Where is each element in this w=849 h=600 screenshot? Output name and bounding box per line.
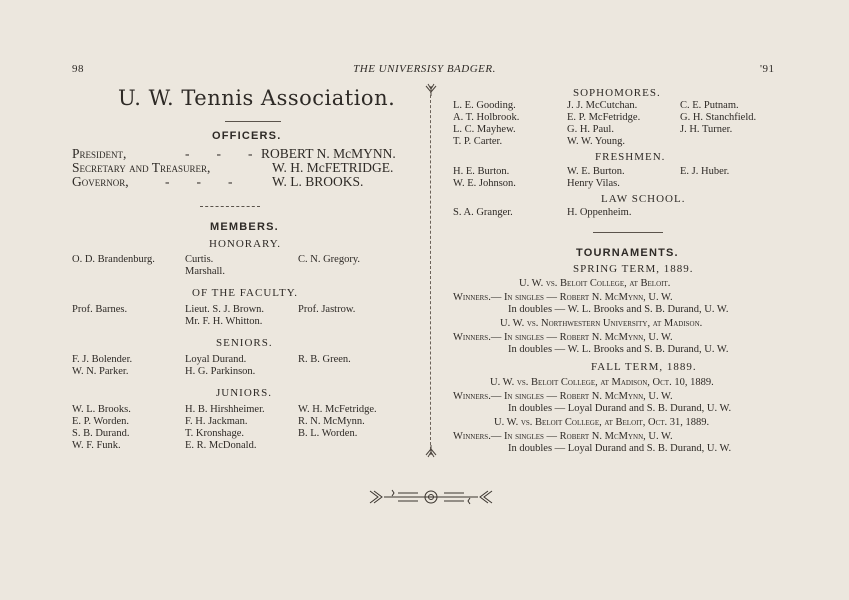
spring-term-heading: SPRING TERM, 1889. — [573, 263, 694, 275]
officer-name: W. L. BROOKS. — [272, 174, 364, 189]
officer-name: W. H. McFETRIDGE. — [272, 160, 394, 175]
officer-name: ROBERT N. McMYNN. — [261, 146, 396, 161]
member-name: S. B. Durand. — [72, 428, 130, 439]
member-name: G. H. Stanchfield. — [680, 112, 757, 123]
match-title: U. W. vs. Beloit College, at Beloit, Oct. 31, 1889. — [494, 417, 710, 428]
member-name: W. N. Parker. — [72, 366, 129, 377]
member-name: H. B. Hirshheimer. — [185, 404, 265, 415]
members-heading: MEMBERS. — [210, 221, 279, 233]
title-rule — [225, 121, 281, 122]
match-title: U. W. vs. Northwestern University, at Madison. — [500, 318, 703, 329]
officer-dashes: - - - — [165, 174, 233, 189]
member-name: B. L. Worden. — [298, 428, 358, 439]
member-name: Curtis. — [185, 254, 214, 265]
officer-role: Secretary and Treasurer, — [72, 160, 211, 175]
match-winners: In doubles — W. L. Brooks and S. B. Durand, U. W. — [508, 304, 729, 315]
member-name: O. D. Brandenburg. — [72, 254, 155, 265]
match-winners: Winners.— In singles — Robert N. McMynn, U. W. — [453, 431, 673, 442]
member-name: G. H. Paul. — [567, 124, 614, 135]
member-name: Prof. Jastrow. — [298, 304, 356, 315]
sophomores-heading: SOPHOMORES. — [573, 87, 661, 99]
member-name: W. W. Young. — [567, 136, 625, 147]
member-name: W. E. Burton. — [567, 166, 625, 177]
member-name: E. J. Huber. — [680, 166, 730, 177]
law-rule — [593, 232, 663, 233]
column-divider — [430, 90, 431, 450]
match-winners: In doubles — W. L. Brooks and S. B. Durand, U. W. — [508, 344, 729, 355]
bottom-ornament — [368, 486, 494, 508]
fall-term-heading: FALL TERM, 1889. — [591, 361, 697, 373]
divider-bottom-ornament — [423, 443, 439, 459]
member-name: W. L. Brooks. — [72, 404, 131, 415]
divider-top-ornament — [423, 82, 439, 98]
officers-heading: OFFICERS. — [212, 130, 282, 142]
member-name: R. B. Green. — [298, 354, 351, 365]
tournaments-heading: TOURNAMENTS. — [576, 247, 679, 259]
member-name: L. C. Mayhew. — [453, 124, 516, 135]
officers-rule — [200, 206, 260, 207]
freshmen-heading: FRESHMEN. — [595, 151, 666, 163]
match-winners: In doubles — Loyal Durand and S. B. Durand, U. W. — [508, 403, 732, 414]
member-name: F. H. Jackman. — [185, 416, 248, 427]
member-name: L. E. Gooding. — [453, 100, 516, 111]
member-name: C. N. Gregory. — [298, 254, 361, 265]
match-winners: Winners.— In singles — Robert N. McMynn, U. W. — [453, 391, 673, 402]
member-name: Loyal Durand. — [185, 354, 247, 365]
faculty-heading: OF THE FACULTY. — [192, 287, 298, 299]
match-title: U. W. vs. Beloit College, at Madison, Oct. 10, 1889. — [490, 377, 714, 388]
member-name: Mr. F. H. Whitton. — [185, 316, 263, 327]
seniors-heading: SENIORS. — [216, 337, 273, 349]
juniors-heading: JUNIORS. — [216, 387, 272, 399]
member-name: H. Oppenheim. — [567, 207, 632, 218]
page-year: '91 — [760, 63, 775, 75]
member-name: W. F. Funk. — [72, 440, 121, 451]
member-name: E. P. McFetridge. — [567, 112, 641, 123]
member-name: S. A. Granger. — [453, 207, 513, 218]
law-school-heading: LAW SCHOOL. — [601, 193, 686, 205]
member-name: E. R. McDonald. — [185, 440, 257, 451]
member-name: A. T. Holbrook. — [453, 112, 520, 123]
officer-dashes: - - - — [185, 146, 253, 161]
member-name: E. P. Worden. — [72, 416, 130, 427]
member-name: T. P. Carter. — [453, 136, 503, 147]
match-title: U. W. vs. Beloit College, at Beloit. — [519, 278, 671, 289]
member-name: Lieut. S. J. Brown. — [185, 304, 265, 315]
officer-role: Governor, — [72, 174, 129, 189]
member-name: R. N. McMynn. — [298, 416, 365, 427]
running-title: THE UNIVERSISY BADGER. — [353, 63, 496, 75]
member-name: W. H. McFetridge. — [298, 404, 377, 415]
match-winners: Winners.— In singles — Robert N. McMynn, U. W. — [453, 332, 673, 343]
member-name: F. J. Bolender. — [72, 354, 133, 365]
honorary-heading: HONORARY. — [209, 238, 282, 250]
member-name: H. E. Burton. — [453, 166, 510, 177]
match-winners: In doubles — Loyal Durand and S. B. Durand, U. W. — [508, 443, 732, 454]
member-name: J. J. McCutchan. — [567, 100, 638, 111]
officer-role: President, — [72, 146, 127, 161]
member-name: H. G. Parkinson. — [185, 366, 256, 377]
match-winners: Winners.— In singles — Robert N. McMynn, U. W. — [453, 292, 673, 303]
page-title: U. W. Tennis Association. — [118, 86, 396, 110]
member-name: Marshall. — [185, 266, 225, 277]
member-name: Henry Vilas. — [567, 178, 620, 189]
member-name: C. E. Putnam. — [680, 100, 739, 111]
member-name: Prof. Barnes. — [72, 304, 128, 315]
member-name: T. Kronshage. — [185, 428, 244, 439]
page-number: 98 — [72, 63, 84, 75]
member-name: W. E. Johnson. — [453, 178, 516, 189]
member-name: J. H. Turner. — [680, 124, 733, 135]
